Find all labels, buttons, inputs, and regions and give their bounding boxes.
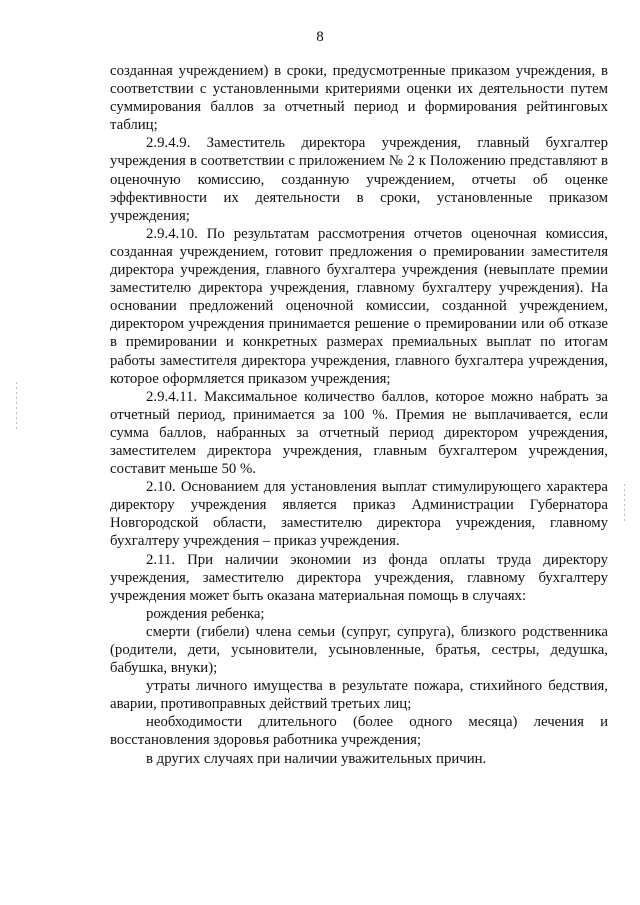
list-item-death: смерти (гибели) члена семьи (супруг, супруга), близкого родственника (родители, дети, усыновители, усыновленные, братья, сестры, дедушка, бабушка, внуки); [110, 623, 608, 677]
list-item-treatment: необходимости длительного (более одного месяца) лечения и восстановления здоровья работника учреждения; [110, 714, 608, 749]
paragraph-2-11: 2.11. При наличии экономии из фонда оплаты труда директору учреждения, заместителю директора учреждения, главному бухгалтеру учреждения может быть оказана материальная помощь в случаях: [110, 551, 608, 604]
margin-mark-right [624, 484, 625, 524]
list-item-property-loss: утраты личного имущества в результате пожара, стихийного бедствия, аварии, противоправных действий третьих лиц; [110, 678, 608, 713]
margin-mark-left [16, 382, 17, 430]
document-body [110, 62, 608, 768]
page-number: 8 [316, 29, 324, 45]
paragraph-2-9-4-11: 2.9.4.11. Максимальное количество баллов, которое можно набрать за отчетный период, принимается за 100 %. Премия не выплачивается, если сумма баллов, набранных за отчетный период директором учреждения, заместителем директора учреждения, главным бухгалтером учреждения, составит меньше 50 %. [110, 388, 608, 478]
paragraph-continuation: созданная учреждением) в сроки, предусмотренные приказом учреждения, в соответствии с установленными критериями оценки их деятельности путем суммирования баллов за отчетный период и формирования рейтинговых таблиц; [110, 63, 608, 134]
paragraph-2-9-4-10: 2.9.4.10. По результатам рассмотрения отчетов оценочная комиссия, созданная учреждением, готовит предложения о премировании заместителя директора учреждения, главного бухгалтера учреждения (невыплате премии заместителю директора учреждения, главному бухгалтеру учреждения). На основании предложений оценочной комиссии, созданной учреждением, директором учреждения принимается решение о премировании или об отказе в премировании и конкретных размерах премиальных выплат по итогам работы заместителя директора учреждения, главного бухгалтера учреждения, которое оформляется приказом учреждения; [110, 225, 608, 387]
list-item-other: в других случаях при наличии уважительных причин. [146, 750, 487, 767]
paragraph-2-10: 2.10. Основанием для установления выплат стимулирующего характера директору учреждения является приказ Администрации Губернатора Новгородской области, заместителю директора учреждения, главному бухгалтеру учреждения – приказ учреждения. [110, 479, 608, 550]
paragraph-2-9-4-9: 2.9.4.9. Заместитель директора учреждения, главный бухгалтер учреждения в соответствии с приложением № 2 к Положению представляют в оценочную комиссию, созданную учреждением, отчеты об оценке эффективности их деятельности в сроки, установленные приказом учреждения; [110, 135, 608, 224]
list-item-birth: рождения ребенка; [146, 605, 265, 622]
